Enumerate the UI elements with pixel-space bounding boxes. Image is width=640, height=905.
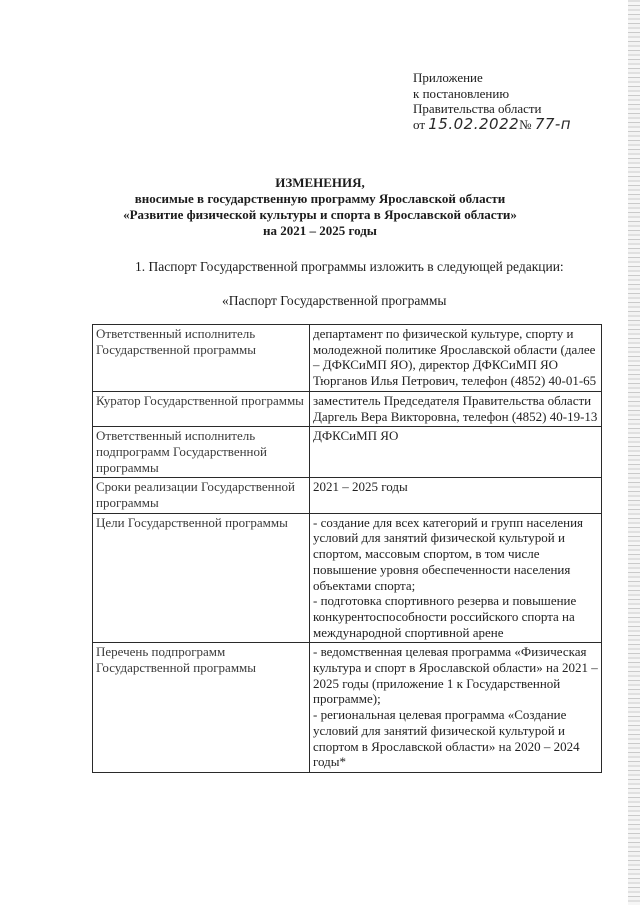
row-value [310, 513, 602, 643]
body-paragraph: 1. Паспорт Государственной программы изложить в следующей редакции: [135, 259, 564, 274]
row-label: Ответственный исполнитель подпрограмм Государственной программы [93, 427, 310, 478]
row-label: Ответственный исполнитель Государственной программы [93, 325, 310, 392]
row-value: департамент по физической культуре, спорту и молодежной политике Ярославской области (далее – ДФКСиМП ЯО), директор ДФКСиМП ЯО Тюрганов Илья Петрович, телефон (4852) 40-01-65 [310, 325, 602, 392]
row-value: заместитель Председателя Правительства области Даргель Вера Викторовна, телефон (4852) 40-19-13 [310, 391, 602, 426]
scan-edge [628, 0, 640, 905]
appendix-date-line [413, 114, 613, 133]
date-prefix: от [413, 116, 426, 132]
heading-period: на 2021 – 2025 годы [263, 223, 377, 238]
row-label: Куратор Государственной программы [93, 391, 310, 426]
subprogram-item: - ведомственная целевая программа «Физическая культура и спорт в Ярославской области» на 2021 – 2025 годы (приложение 1 к Государственной программе); [313, 644, 598, 707]
row-value [310, 643, 602, 773]
table-row [93, 391, 602, 426]
row-value: 2021 – 2025 годы [310, 478, 602, 513]
row-label: Сроки реализации Государственной программы [93, 478, 310, 513]
row-label: Перечень подпрограмм Государственной программы [93, 643, 310, 773]
table-row [93, 643, 602, 773]
row-value: ДФКСиМП ЯО [310, 427, 602, 478]
appendix-line-2: к постановлению [413, 85, 510, 101]
number-prefix: № [519, 116, 532, 132]
passport-title: «Паспорт Государственной программы [222, 293, 447, 308]
handwritten-date: 15.02.2022 [428, 114, 520, 133]
row-label: Цели Государственной программы [93, 513, 310, 643]
document-heading [95, 175, 545, 239]
table-row [93, 478, 602, 513]
heading-program-name: «Развитие физической культуры и спорта в Ярославской области» [123, 207, 517, 222]
table-row [93, 513, 602, 643]
appendix-block [413, 70, 613, 132]
appendix-line-1: Приложение [413, 70, 483, 85]
table-row [93, 427, 602, 478]
heading-title: ИЗМЕНЕНИЯ, [275, 175, 365, 190]
passport-table [92, 324, 602, 773]
goal-item: - создание для всех категорий и групп населения условий для занятий физической культурой и спортом, массовым спортом, в том числе повышение уровня обеспеченности населения объектами спорта; [313, 514, 584, 593]
table-row [93, 325, 602, 392]
subprogram-item: - региональная целевая программа «Создание условий для занятий физической культурой и спортом в Ярославской области» на 2020 – 2024 годы* [313, 707, 580, 770]
handwritten-number: 77-п [534, 114, 572, 133]
appendix-line-3: Правительства области [413, 101, 542, 116]
goal-item: - подготовка спортивного резерва и повышение конкурентоспособности российского спорта на международной спортивной арене [313, 593, 577, 640]
heading-line-2: вносимые в государственную программу Ярославской области [134, 191, 506, 206]
